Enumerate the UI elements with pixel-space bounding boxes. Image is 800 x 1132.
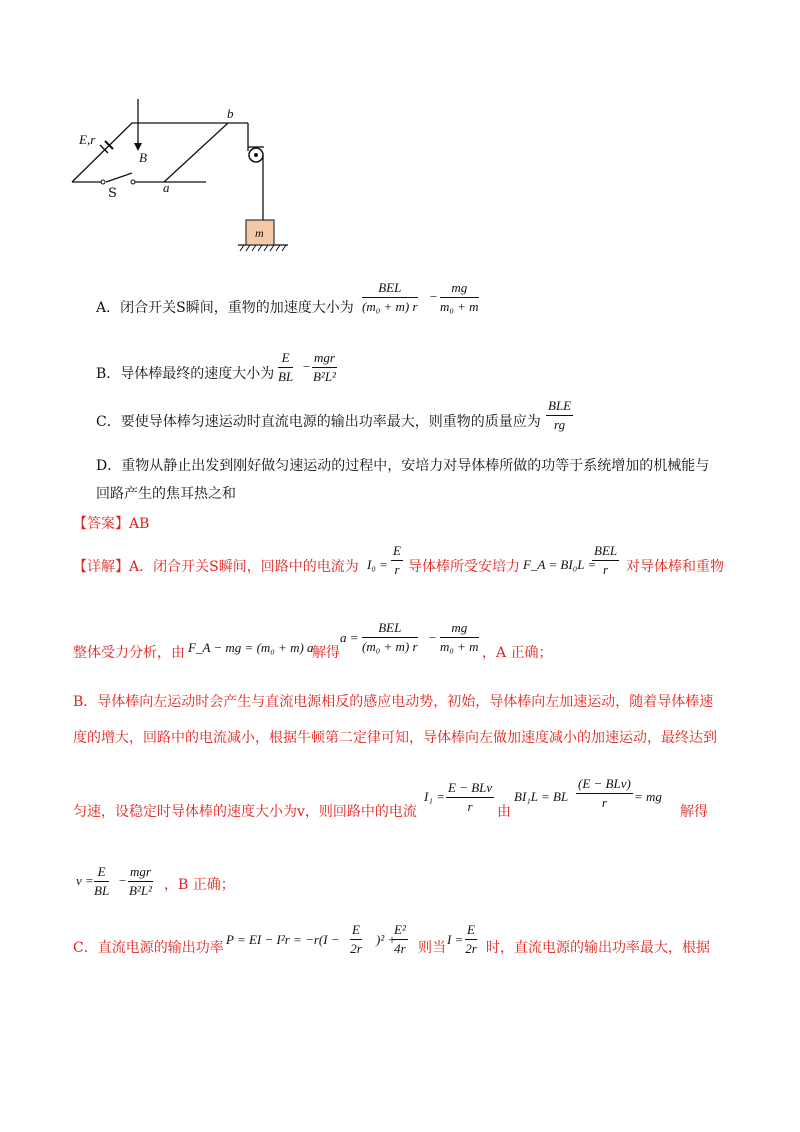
detail-p5-a: C．直流电源的输出功率 xyxy=(73,940,224,956)
detail-p4-frac2: mgr B²L² xyxy=(128,864,152,898)
detail-p1-F: F_A = BI₀L = xyxy=(523,557,597,572)
detail-p1-b: 导体棒所受安培力 xyxy=(408,559,520,575)
detail-p4-v: v = xyxy=(76,873,94,888)
label-mass: m xyxy=(255,226,264,240)
detail-p4-tail: ，B 正确； xyxy=(164,877,235,893)
detail-p2-a-eq: a = xyxy=(340,630,359,645)
detail-p1-F-frac: BEL r xyxy=(594,543,618,577)
detail-p4-frac1: $\frac{E}{BL}$ xyxy=(94,864,110,898)
circuit-diagram xyxy=(60,95,300,260)
detail-p5-I: I = xyxy=(447,932,464,947)
detail-p3-I1: I₁ = xyxy=(424,789,445,804)
answer-label: 【答案】AB xyxy=(73,516,150,532)
detail-p3-line3c: 解得 xyxy=(680,804,708,820)
option-a-frac1: BEL (m₀ + m) r xyxy=(362,280,418,314)
detail-p1-I0-frac: $\frac{E}{r}$ xyxy=(393,543,401,577)
detail-p1-a: 【详解】A．闭合开关S瞬间，回路中的电流为 xyxy=(73,559,359,575)
option-a-text: A．闭合开关S瞬间，重物的加速度大小为 xyxy=(96,300,354,316)
detail-p1-I0: I₀ = xyxy=(367,557,388,572)
detail-p1-c: 对导体棒和重物 xyxy=(626,559,724,575)
detail-p3-line3a: 匀速，设稳定时导体棒的速度大小为v，则回路中的电流 xyxy=(73,804,417,820)
detail-p5-close: )² + xyxy=(376,932,397,947)
option-b-frac1: $\frac{E}{BL}$ xyxy=(278,350,294,384)
option-c-text: C．要使导体棒匀速运动时直流电源的输出功率最大，则重物的质量应为 xyxy=(96,414,541,430)
detail-p2-frac2: $\frac{mg}{\text{m₀ + m}}$ xyxy=(440,620,479,654)
detail-p5-frac2: $\frac{\text{E²}}{4r}$ xyxy=(394,922,406,956)
detail-p5-b: 则当 xyxy=(418,940,446,956)
rod-ab xyxy=(164,123,228,182)
detail-p3-eq-frac: (E − BLv) r xyxy=(578,776,631,810)
detail-p5-P: P = EI − I²r = −r(I − xyxy=(226,932,340,947)
label-switch: S xyxy=(108,186,117,201)
detail-p2-c: ，A 正确； xyxy=(482,645,553,661)
detail-p2-eq: F_A − mg = (m₀ + m) a xyxy=(188,640,314,655)
label-b: b xyxy=(227,106,234,121)
option-a-frac2: $\frac{mg}{\text{m₀ + m}}$ xyxy=(440,280,479,314)
option-b-text: B．导体棒最终的速度大小为 xyxy=(96,366,275,382)
option-c-frac: BLE rg xyxy=(548,398,572,432)
option-d-line1: D．重物从静止出发到刚好做匀速运动的过程中，安培力对导体棒所做的功等于系统增加的机械能与 xyxy=(96,458,710,474)
detail-p5-frac1: $\frac{E}{2r}$ xyxy=(350,922,362,956)
detail-p2-minus: − xyxy=(428,630,437,645)
detail-p3-I1-frac: E − BLv r xyxy=(448,780,493,814)
detail-p5-c: 时，直流电源的输出功率最大，根据 xyxy=(486,940,710,956)
detail-p4-minus: − xyxy=(118,873,127,888)
detail-p2-a: 整体受力分析，由 xyxy=(73,645,185,661)
label-a: a xyxy=(163,180,170,195)
detail-p3-line1: B．导体棒向左运动时会产生与直流电源相反的感应电动势，初始，导体棒向左加速运动，随着导体棒速 xyxy=(73,694,714,710)
label-field: B xyxy=(139,150,147,165)
option-b-minus: − xyxy=(302,359,311,374)
detail-p3-eq-left: BI₁L = BL xyxy=(514,789,569,804)
detail-p3-line3b: 由 xyxy=(497,804,511,820)
detail-p5-frac3: $\frac{E}{2r}$ xyxy=(465,922,477,956)
label-battery: E,r xyxy=(79,132,96,147)
detail-p3-eq-right: = mg xyxy=(634,789,662,804)
detail-p2-b: 解得 xyxy=(312,645,340,661)
detail-p2-frac1: BEL (m₀ + m) r xyxy=(362,620,418,654)
option-d-line2: 回路产生的焦耳热之和 xyxy=(96,486,236,502)
detail-p3-line2: 度的增大，回路中的电流减小，根据牛顿第二定律可知，导体棒向左做加速度减小的加速运动，最终达到 xyxy=(73,730,717,746)
option-a-minus: − xyxy=(429,289,438,304)
option-b-frac2: mgr B²L² xyxy=(312,350,336,384)
